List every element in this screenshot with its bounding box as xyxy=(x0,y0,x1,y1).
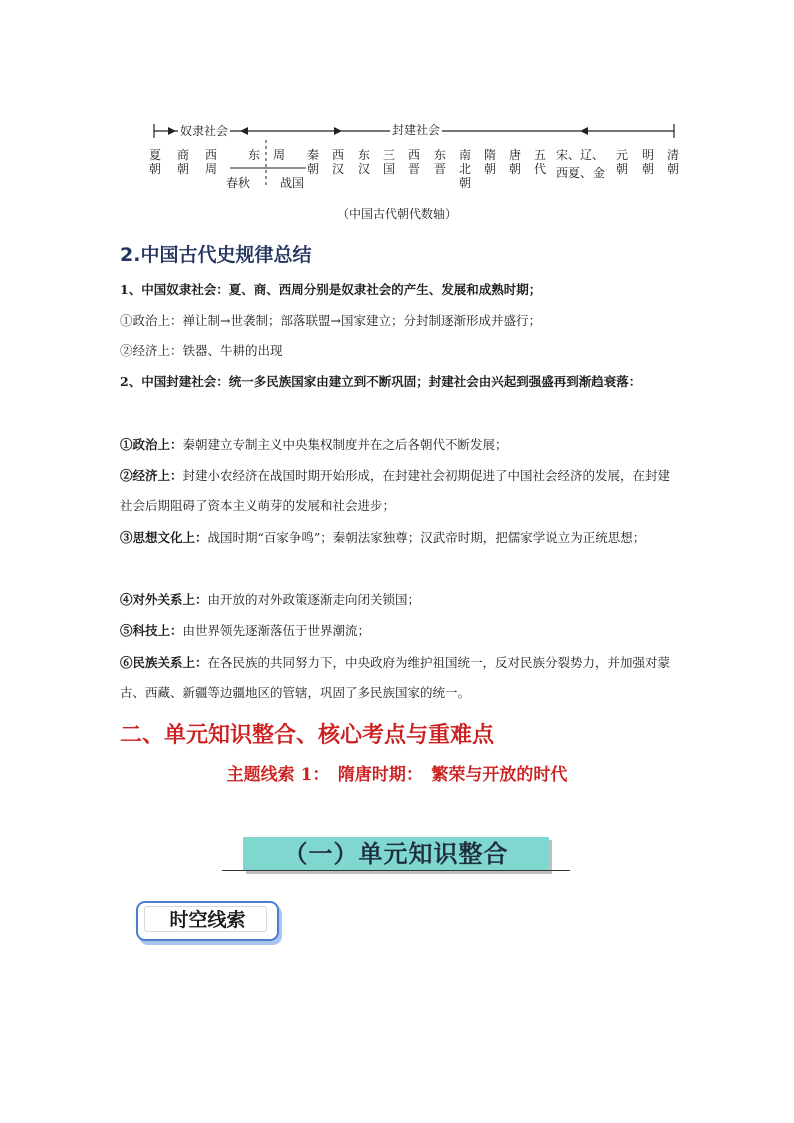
list-item xyxy=(120,585,680,615)
dynasty-label-jin: 金 xyxy=(593,166,606,180)
timeline-caption: （中国古代朝代数轴） xyxy=(336,207,457,221)
list-item xyxy=(120,461,680,521)
chapter-heading: 二、单元知识整合、核心考点与重难点 xyxy=(120,723,495,748)
dynasty-timeline xyxy=(146,118,686,198)
zhanguo-label: 战国 xyxy=(280,176,305,190)
dynasty-label: 清朝 xyxy=(666,148,679,176)
banner-title: （一）单元知识整合 xyxy=(283,840,509,868)
list-item xyxy=(120,523,680,553)
dynasty-label: 西晋 xyxy=(407,148,420,176)
dynasty-label: 三国 xyxy=(382,148,395,176)
paragraph: ②经济上：铁器、牛耕的出现 xyxy=(120,343,283,358)
item-label: ③思想文化上： xyxy=(120,530,208,545)
dynasty-label: 西汉 xyxy=(331,148,344,176)
dynasty-label: 夏朝 xyxy=(148,148,161,176)
dynasty-label: 明朝 xyxy=(641,148,654,176)
item-label: ⑥民族关系上： xyxy=(120,655,208,670)
list-item xyxy=(120,616,680,646)
feudal-society-label: 封建社会 xyxy=(392,123,441,137)
item-text: 封建小农经济在战国时期开始形成，在封建社会初期促进了中国社会经济的发展，在封建社会后期阻碍了资本主义萌芽的发展和社会进步； xyxy=(120,468,671,513)
dynasty-label-xixia: 西夏、 xyxy=(556,166,593,180)
item-label: ④对外关系上： xyxy=(120,592,208,607)
item-label: ②经济上： xyxy=(120,468,183,483)
dynasty-label: 西周 xyxy=(204,148,217,176)
dynasty-label: 秦朝 xyxy=(306,148,319,176)
item-text: 由开放的对外政策逐渐走向闭关锁国； xyxy=(207,592,421,607)
dynasty-label: 周 xyxy=(272,148,285,162)
dynasty-label-liao: 辽、 xyxy=(580,148,605,162)
theme-line: 主题线索 1： 隋唐时期： 繁荣与开放的时代 xyxy=(226,765,568,785)
section-title: 2.中国古代史规律总结 xyxy=(120,244,312,266)
dynasty-label: 东 xyxy=(247,148,260,162)
item-text: 秦朝建立专制主义中央集权制度并在之后各朝代不断发展； xyxy=(182,437,508,452)
item-text: 由世界领先逐渐落伍于世界潮流； xyxy=(182,623,371,638)
dynasty-label: 东汉 xyxy=(357,148,370,176)
dynasty-label: 南北朝 xyxy=(458,148,471,190)
dynasty-label: 东晋 xyxy=(433,148,446,176)
chunqiu-label: 春秋 xyxy=(226,176,251,190)
paragraph: ①政治上：禅让制→世袭制；部落联盟→国家建立；分封制逐渐形成并盛行； xyxy=(120,313,541,328)
list-item xyxy=(120,430,680,460)
tag-label: 时空线索 xyxy=(169,909,246,931)
slave-society-label: 奴隶社会 xyxy=(180,124,229,138)
item-label: ⑤科技上： xyxy=(120,623,183,638)
dynasty-label: 五代 xyxy=(533,148,546,176)
dynasty-label: 隋朝 xyxy=(483,148,496,176)
paragraph: 1、中国奴隶社会：夏、商、西周分别是奴隶社会的产生、发展和成熟时期； xyxy=(120,282,542,297)
paragraph: 2、中国封建社会：统一多民族国家由建立到不断巩固；封建社会由兴起到强盛再到渐趋衰落： xyxy=(120,374,642,389)
item-label: ①政治上： xyxy=(120,437,183,452)
dynasty-label: 商朝 xyxy=(176,148,189,176)
item-text: 战国时期“百家争鸣”；秦朝法家独尊；汉武帝时期，把儒家学说立为正统思想； xyxy=(207,530,646,545)
dynasty-label: 元朝 xyxy=(615,148,628,176)
item-text: 在各民族的共同努力下，中央政府为维护祖国统一，反对民族分裂势力，并加强对蒙古、西藏、新疆等边疆地区的管辖，巩固了多民族国家的统一。 xyxy=(120,655,671,700)
dynasty-label-song: 宋、 xyxy=(556,148,581,162)
dynasty-label: 唐朝 xyxy=(508,148,521,176)
list-item xyxy=(120,648,680,708)
